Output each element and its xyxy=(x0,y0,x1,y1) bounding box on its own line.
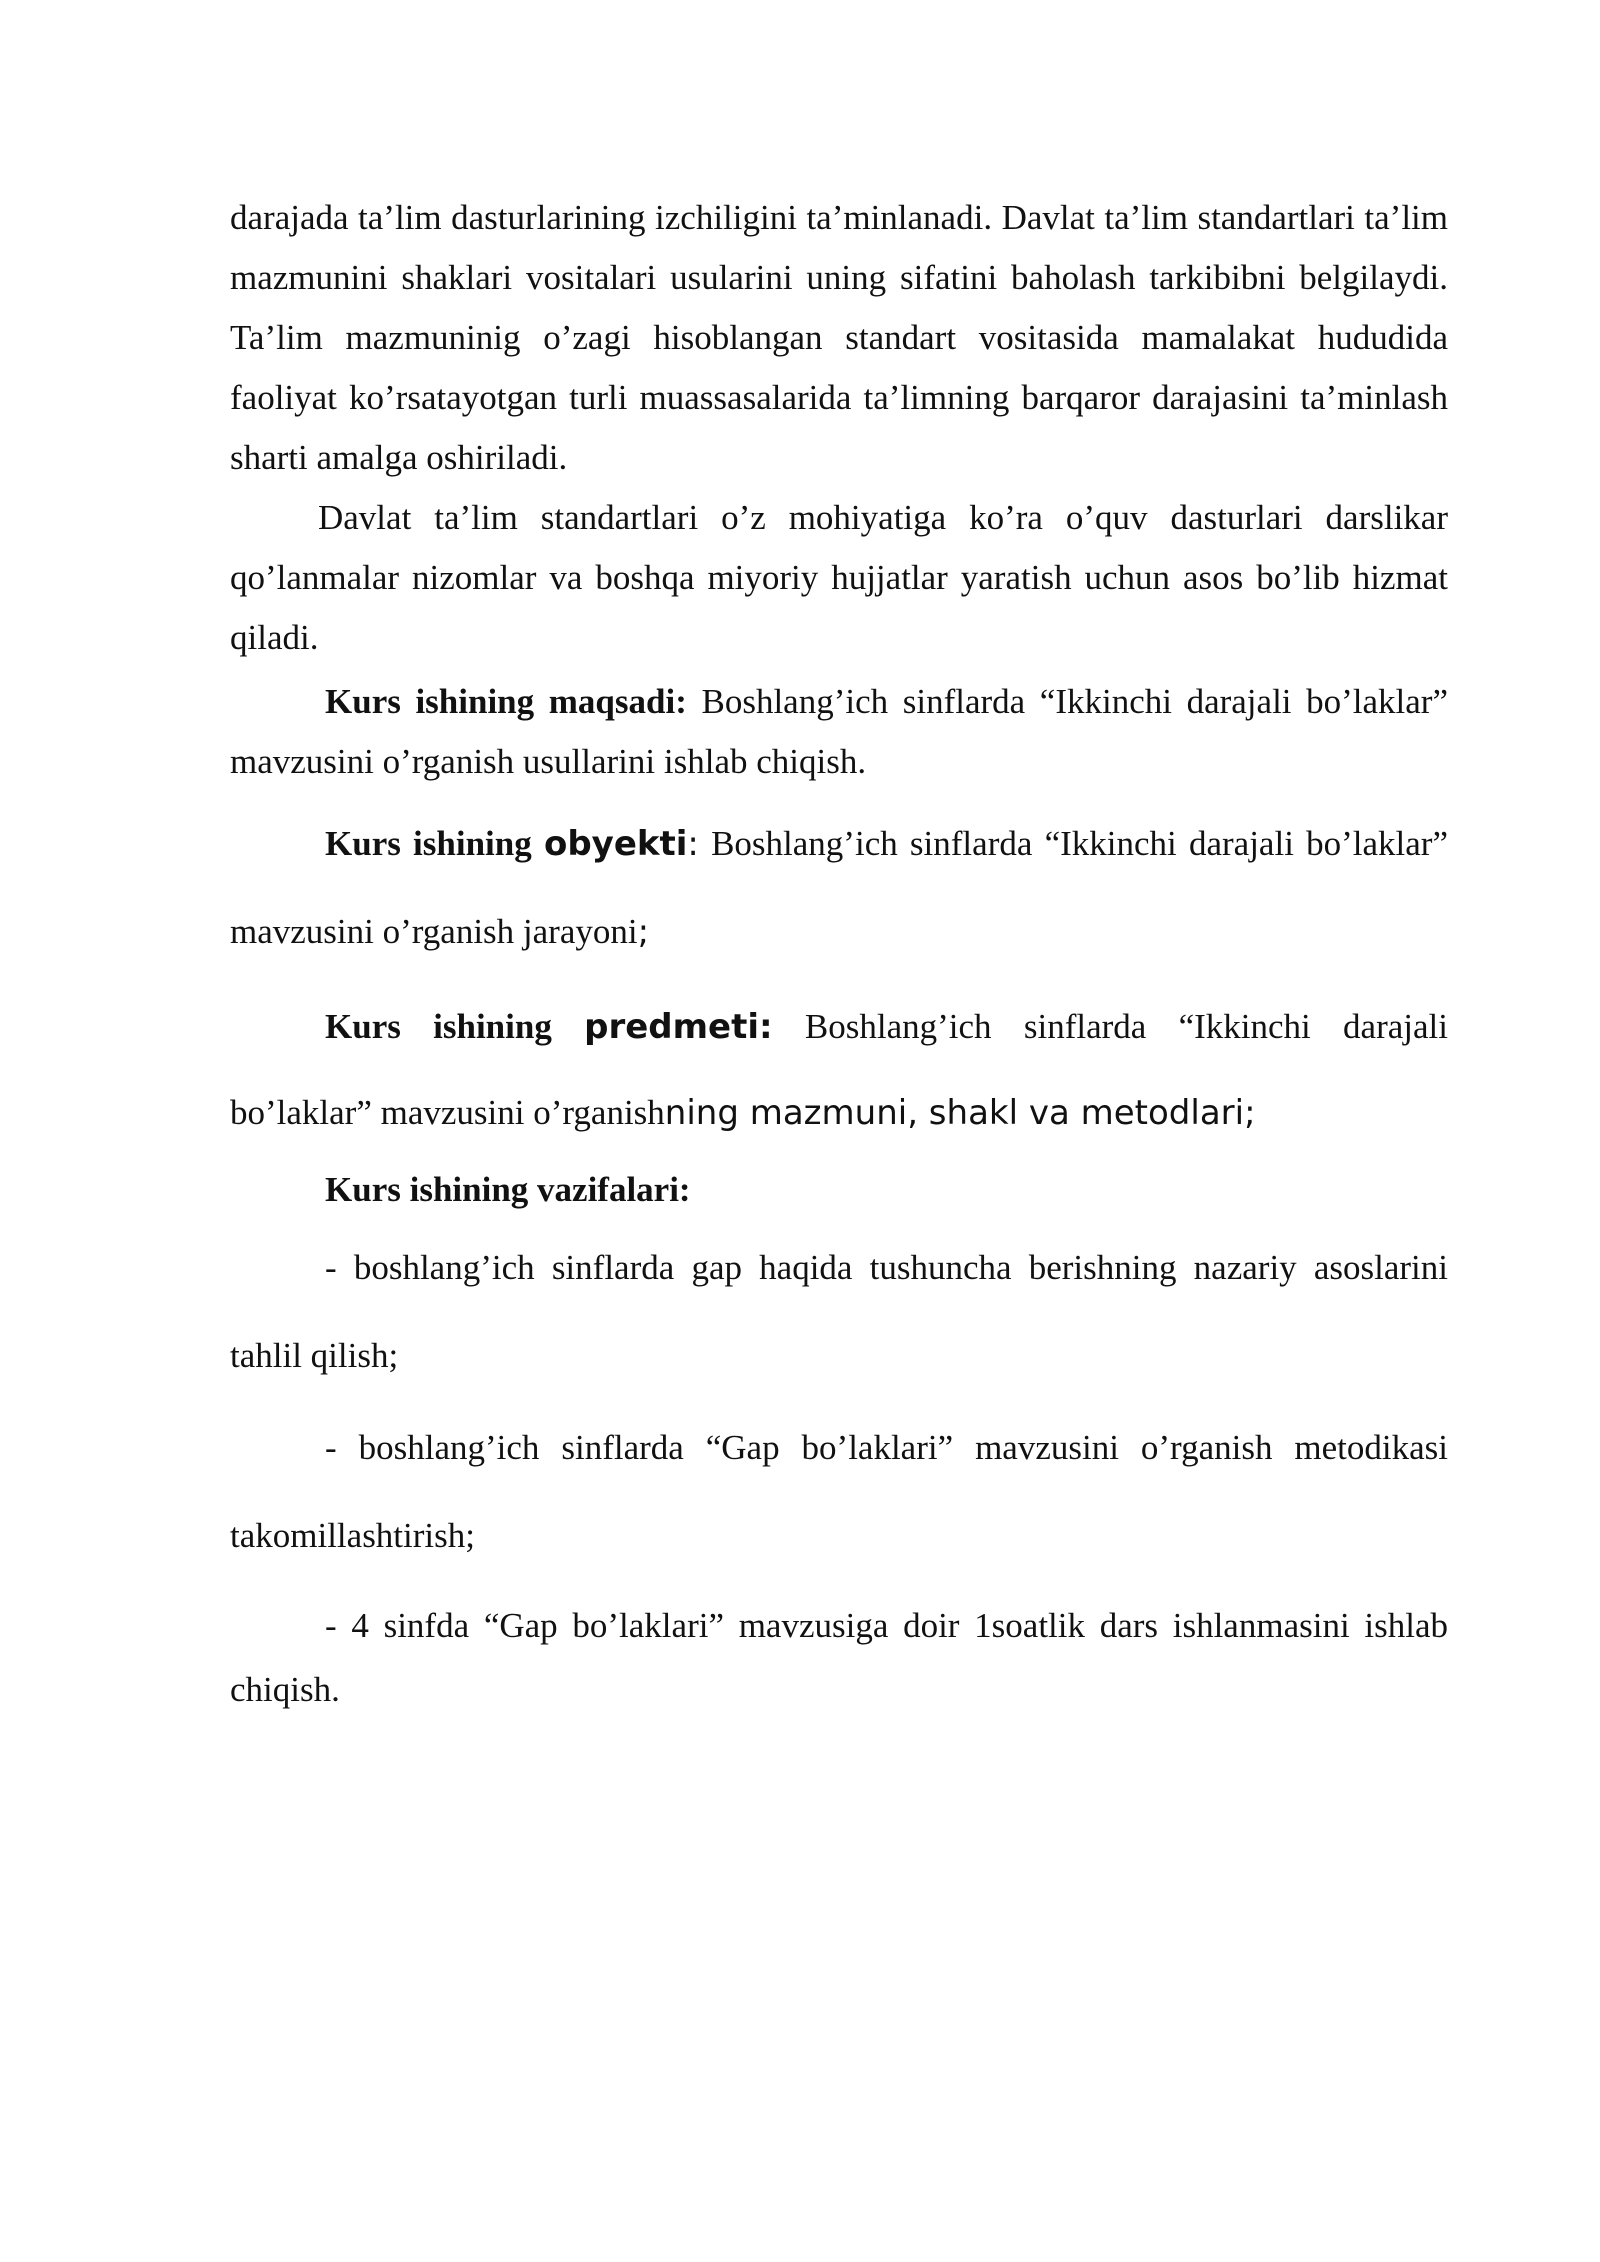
course-task-item: - boshlang’ich sinflarda gap haqida tushuncha berishning nazariy asoslarini tahlil qilish; xyxy=(230,1248,1448,1375)
paragraph-standards-intro: darajada ta’lim dasturlarining izchiligini ta’minlanadi. Davlat ta’lim standartlari ta’lim mazmunini shaklari vositalari usularini uning sifatini baholash tarkibibni belgilaydi. Ta’lim mazmuninig o’zagi hisoblangan standart vositasida mamalakat hududida faoliyat ko’rsatayotgan turli muassasalarida ta’limning barqaror darajasini ta’minlash sharti amalga oshiriladi. xyxy=(230,198,1448,477)
course-task-item: - 4 sinfda “Gap bo’laklari” mavzusiga doir 1soatlik dars ishlanmasini ishlab chiqish. xyxy=(230,1606,1448,1709)
paragraph-standards-purpose: Davlat ta’lim standartlari o’z mohiyatiga ko’ra o’quv dasturlari darslikar qo’lanmalar nizomlar va boshqa miyoriy hujjatlar yaratish uchun asos bo’lib hizmat qiladi. xyxy=(230,498,1448,657)
document-page xyxy=(230,188,1448,1722)
paragraph-course-goal xyxy=(230,672,1448,792)
course-object-colon: : xyxy=(687,824,699,864)
course-object-semicolon: ; xyxy=(637,912,650,952)
course-goal-label: Kurs ishining maqsadi: xyxy=(325,682,687,721)
course-object-text: Boshlang’ich sinflarda “Ikkinchi darajali bo’laklar” mavzusini o’rganish jarayoni xyxy=(230,824,1448,951)
course-task-item: - boshlang’ich sinflarda “Gap bo’laklari” mavzusini o’rganish metodikasi takomillashtirish; xyxy=(230,1428,1448,1555)
course-subject-label-word: predmeti: xyxy=(584,1007,773,1047)
course-object-label-word: obyekti xyxy=(543,824,688,864)
course-subject-label: Kurs ishining xyxy=(325,1007,585,1046)
course-tasks-heading: Kurs ishining vazifalari: xyxy=(325,1170,691,1209)
paragraph-course-object xyxy=(230,800,1448,976)
paragraph-course-subject xyxy=(230,984,1448,1156)
course-subject-text: Boshlang’ich sinflarda “Ikkinchi darajali bo’laklar” mavzusini o’rganish xyxy=(230,1007,1448,1132)
course-object-label: Kurs ishining xyxy=(325,824,544,863)
course-subject-text-ending: ning mazmuni, shakl va metodlari; xyxy=(664,1093,1256,1133)
course-goal-text: Boshlang’ich sinflarda “Ikkinchi darajali bo’laklar” mavzusini o’rganish usullarini ishlab chiqish. xyxy=(230,682,1448,781)
